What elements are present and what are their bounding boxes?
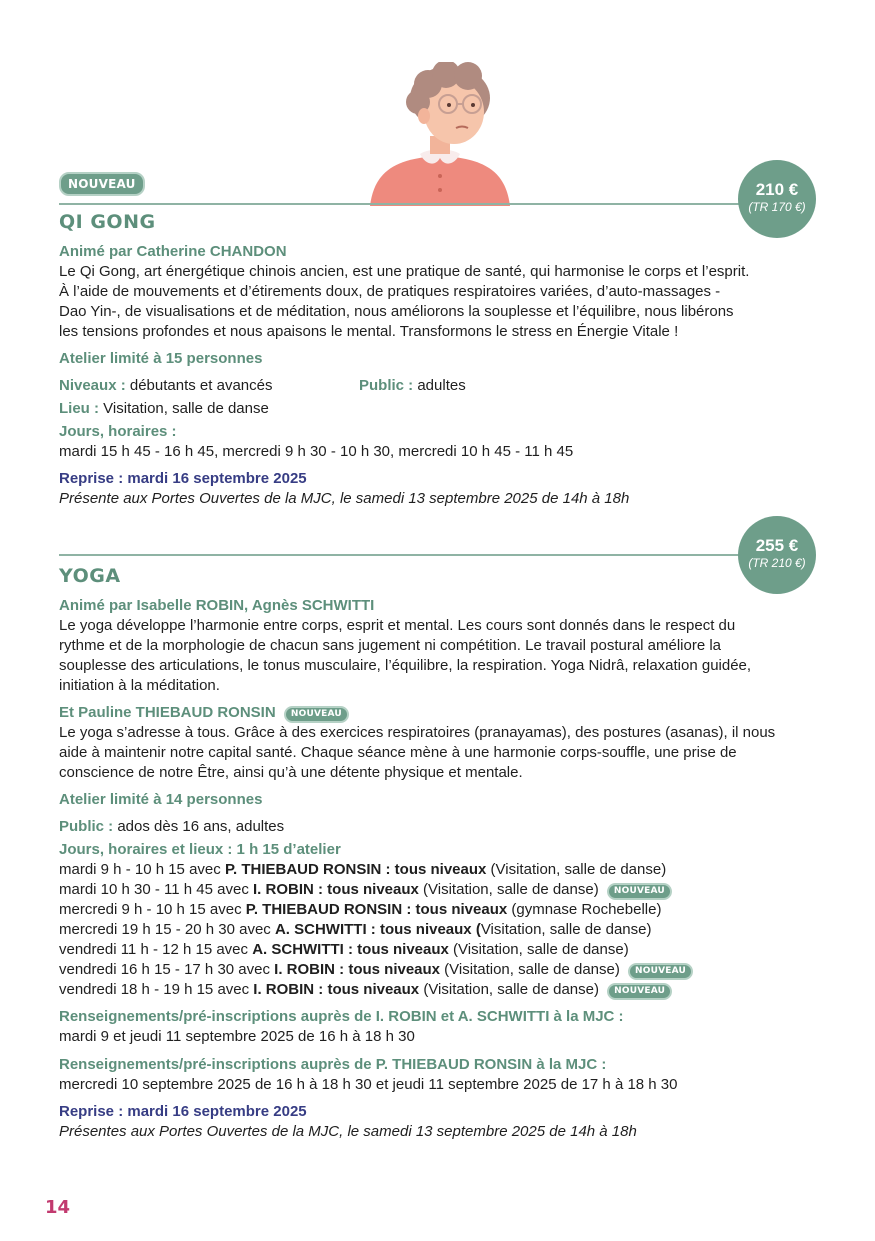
page-number: 14	[45, 1197, 71, 1218]
new-badge: NOUVEAU	[59, 172, 145, 196]
new-badge: NOUVEAU	[628, 963, 693, 980]
qigong-open-days: Présente aux Portes Ouvertes de la MJC, le samedi 13 septembre 2025 de 14h à 18h	[59, 490, 630, 507]
yoga-restart: Reprise : mardi 16 septembre 2025	[59, 1103, 307, 1120]
yoga-info2-value: mercredi 10 septembre 2025 de 16 h à 18 h 30 et jeudi 11 septembre 2025 de 17 h à 18 h 30	[59, 1076, 678, 1093]
new-badge: NOUVEAU	[607, 883, 672, 900]
yoga-sessions	[59, 860, 824, 1000]
section-divider	[59, 203, 764, 205]
qigong-title: QI GONG	[59, 211, 156, 233]
woman-illustration	[360, 62, 520, 206]
qigong-limit: Atelier limité à 15 personnes	[59, 350, 263, 367]
yoga-limit: Atelier limité à 14 personnes	[59, 791, 263, 808]
session-row: vendredi 11 h - 12 h 15 avec A. SCHWITTI : tous niveaux (Visitation, salle de danse)	[59, 941, 629, 958]
yoga-info1-label: Renseignements/pré-inscriptions auprès de I. ROBIN et A. SCHWITTI à la MJC :	[59, 1008, 624, 1025]
session-row: vendredi 18 h - 19 h 15 avec I. ROBIN : tous niveaux (Visitation, salle de danse) NOUVEAU	[59, 980, 824, 1000]
price-reduced: (TR 170 €)	[748, 200, 806, 214]
new-badge: NOUVEAU	[607, 983, 672, 1000]
yoga-animator: Animé par Isabelle ROBIN, Agnès SCHWITTI	[59, 597, 375, 614]
yoga-price-badge	[738, 516, 816, 594]
qigong-public: Public : adultes	[359, 377, 466, 394]
session-row: mercredi 9 h - 10 h 15 avec P. THIEBAUD RONSIN : tous niveaux (gymnase Rochebelle)	[59, 901, 662, 918]
section-divider	[59, 554, 764, 556]
qigong-restart: Reprise : mardi 16 septembre 2025	[59, 470, 307, 487]
qigong-description: Le Qi Gong, art énergétique chinois ancien, est une pratique de santé, qui harmonise le corps et l’esprit. À l’aide de mouvements et d’étirements doux, de pratiques respiratoires variées, d’auto-massages - Dao Yin-, de visualisations et de méditation, nous améliorons la souplesse et l’équilibre, nous libérons les tensions profondes et nous apaisons le mental. Transformons le stress en Énergie Vitale !	[59, 263, 750, 340]
yoga-animator2: Et Pauline THIEBAUD RONSIN NOUVEAU	[59, 703, 824, 723]
qigong-animator: Animé par Catherine CHANDON	[59, 243, 287, 260]
yoga-open-days: Présentes aux Portes Ouvertes de la MJC, le samedi 13 septembre 2025 de 14h à 18h	[59, 1123, 637, 1140]
qigong-place: Lieu : Visitation, salle de danse	[59, 400, 269, 417]
new-badge: NOUVEAU	[284, 706, 349, 723]
yoga-info1-value: mardi 9 et jeudi 11 septembre 2025 de 16 h à 18 h 30	[59, 1028, 415, 1045]
session-row: mardi 10 h 30 - 11 h 45 avec I. ROBIN : tous niveaux (Visitation, salle de danse) NOUVEAU	[59, 880, 824, 900]
yoga-title: YOGA	[59, 565, 121, 587]
qigong-schedule-label: Jours, horaires :	[59, 423, 177, 440]
qigong-price-badge	[738, 160, 816, 238]
yoga-public: Public : ados dès 16 ans, adultes	[59, 818, 285, 835]
yoga-description: Le yoga développe l’harmonie entre corps, esprit et mental. Les cours sont donnés dans le respect du rythme et de la morphologie de chacun sans jugement ni compétition. Le travail postural améliore la souplesse des articulations, le tonus musculaire, l’équilibre, la respiration. Yoga Nidrâ, relaxation guidée, initiation à la méditation.	[59, 617, 752, 694]
price-amount: 255 €	[755, 536, 799, 555]
qigong-schedule: mardi 15 h 45 - 16 h 45, mercredi 9 h 30 - 10 h 30, mercredi 10 h 45 - 11 h 45	[59, 443, 574, 460]
session-row: mercredi 19 h 15 - 20 h 30 avec A. SCHWITTI : tous niveaux (Visitation, salle de danse)	[59, 921, 652, 938]
yoga-info2-label: Renseignements/pré-inscriptions auprès de P. THIEBAUD RONSIN à la MJC :	[59, 1056, 607, 1073]
yoga-description2: Le yoga s’adresse à tous. Grâce à des exercices respiratoires (pranayamas), des postures (asanas), il nous aide à maintenir notre capital santé. Chaque séance mène à une harmonie corps-souffle, une prise de conscience de notre Être, ainsi qu’à une détente physique et mentale.	[59, 724, 776, 781]
session-row: vendredi 16 h 15 - 17 h 30 avec I. ROBIN : tous niveaux (Visitation, salle de danse) NOUVEAU	[59, 960, 824, 980]
qigong-levels: Niveaux : débutants et avancés	[59, 377, 273, 394]
price-amount: 210 €	[755, 180, 799, 199]
yoga-schedule-label: Jours, horaires et lieux : 1 h 15 d’atelier	[59, 841, 341, 858]
price-reduced: (TR 210 €)	[748, 556, 806, 570]
session-row: mardi 9 h - 10 h 15 avec P. THIEBAUD RONSIN : tous niveaux (Visitation, salle de danse)	[59, 861, 667, 878]
